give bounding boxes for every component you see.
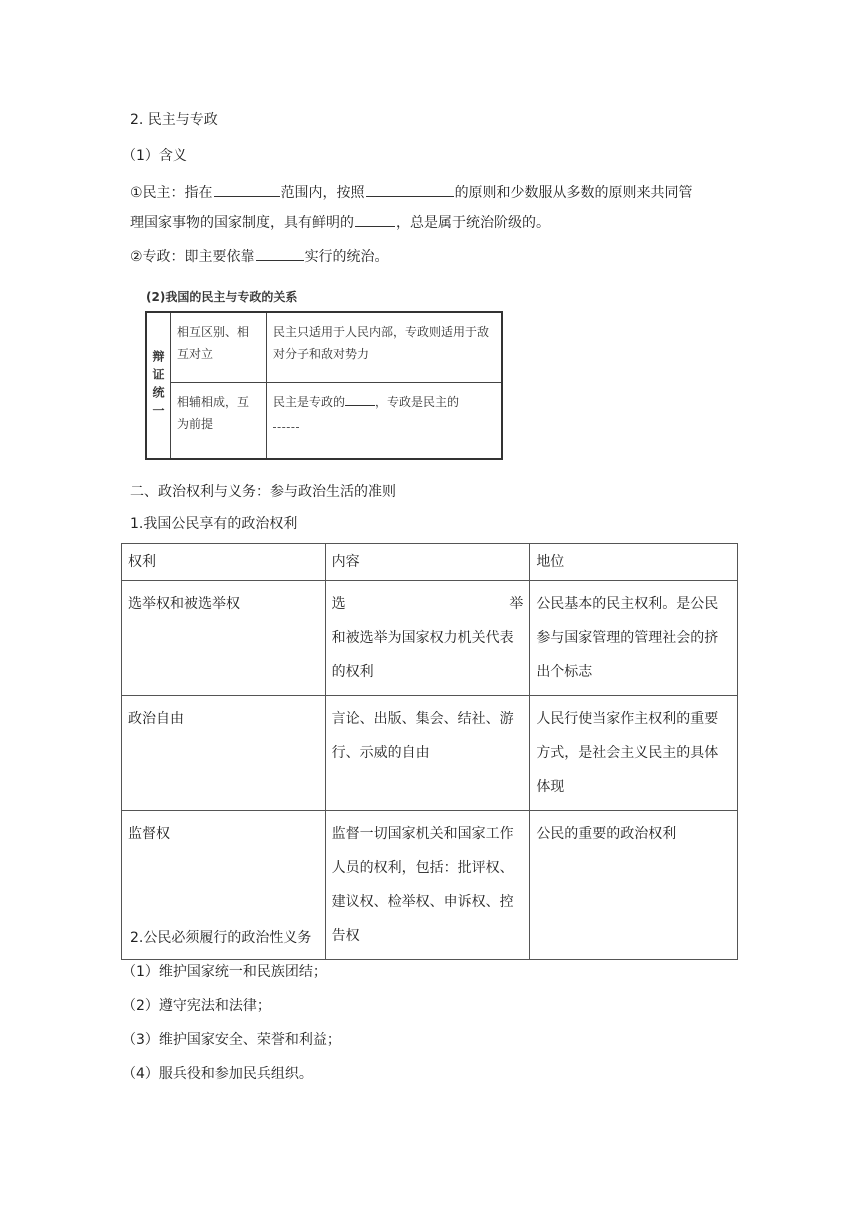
rights-table <box>121 543 738 960</box>
relation-row1-label: 相互区别、相互对立 <box>171 313 267 383</box>
duty-item: （4）服兵役和参加民兵组织。 <box>122 1066 313 1082</box>
dictatorship-definition <box>130 246 389 267</box>
row2-right: 政治自由 <box>122 696 326 811</box>
blank-range[interactable] <box>214 182 280 197</box>
duties-title: 2.公民必须履行的政治性义务 <box>130 930 312 946</box>
header-right: 权利 <box>122 544 326 581</box>
row2-status: 人民行使当家作主权利的重要方式，是社会主义民主的具体体现 <box>530 696 738 811</box>
democracy-text-3: 的原则和少数服从多数的原则来共同管 <box>454 185 693 201</box>
row1-right: 选举权和被选举权 <box>122 581 326 696</box>
table-row <box>122 581 738 696</box>
subsection-meaning-title: （1）含义 <box>122 148 187 164</box>
row3-content: 监督一切国家机关和国家工作人员的权利，包括：批评权、建议权、检举权、申诉权、控告权 <box>325 811 530 960</box>
democracy-text-1: ①民主：指在 <box>130 185 213 201</box>
row1-content: 选 举 和被选举为国家权力机关代表的权利 <box>325 581 530 696</box>
dictatorship-text-1: ②专政：即主要依靠 <box>130 249 255 265</box>
democracy-definition-line1 <box>130 182 693 203</box>
dictatorship-text-2: 实行的统治。 <box>304 249 389 265</box>
table-header-row <box>122 544 738 581</box>
democracy-text-4: 理国家事物的国家制度，具有鲜明的 <box>130 215 354 231</box>
part-2-title: 二、政治权利与义务：参与政治生活的准则 <box>130 484 396 500</box>
blank-nature[interactable] <box>355 212 395 227</box>
blank-means[interactable] <box>256 246 304 261</box>
relation-row2-label: 相辅相成，互为前提 <box>171 383 267 458</box>
democracy-text-5: ，总是属于统治阶级的。 <box>396 215 550 231</box>
row3-right: 监督权 <box>122 811 326 960</box>
relation-title: (2)我国的民主与专政的关系 <box>146 290 298 304</box>
relation-side-label: 辩证统一 <box>147 313 171 458</box>
row1-status: 公民基本的民主权利。是公民参与国家管理的管理社会的挤出个标志 <box>530 581 738 696</box>
relation-table <box>145 311 503 460</box>
table-row <box>122 696 738 811</box>
header-content: 内容 <box>325 544 530 581</box>
democracy-text-2: 范围内，按照 <box>280 185 365 201</box>
duty-item: （3）维护国家安全、荣誉和利益； <box>122 1032 341 1048</box>
duty-item: （2）遵守宪法和法律； <box>122 998 271 1014</box>
relation-row1-text: 民主只适用于人民内部，专政则适用于敌对分子和敌对势力 <box>267 313 501 383</box>
blank-democracy-of[interactable] <box>345 392 375 406</box>
democracy-definition-line2 <box>130 212 550 233</box>
header-status: 地位 <box>530 544 738 581</box>
duty-item: （1）维护国家统一和民族团结； <box>122 964 327 980</box>
rights-title: 1.我国公民享有的政治权利 <box>130 516 298 532</box>
section-2-title: 2. 民主与专政 <box>130 112 218 128</box>
row3-status: 公民的重要的政治权利 <box>530 811 738 960</box>
row2-content: 言论、出版、集会、结社、游行、示威的自由 <box>325 696 530 811</box>
blank-principle[interactable] <box>366 182 454 197</box>
blank-dictatorship-of[interactable] <box>273 415 299 428</box>
relation-row2-text: 民主是专政的 ，专政是民主的 <box>267 383 501 458</box>
